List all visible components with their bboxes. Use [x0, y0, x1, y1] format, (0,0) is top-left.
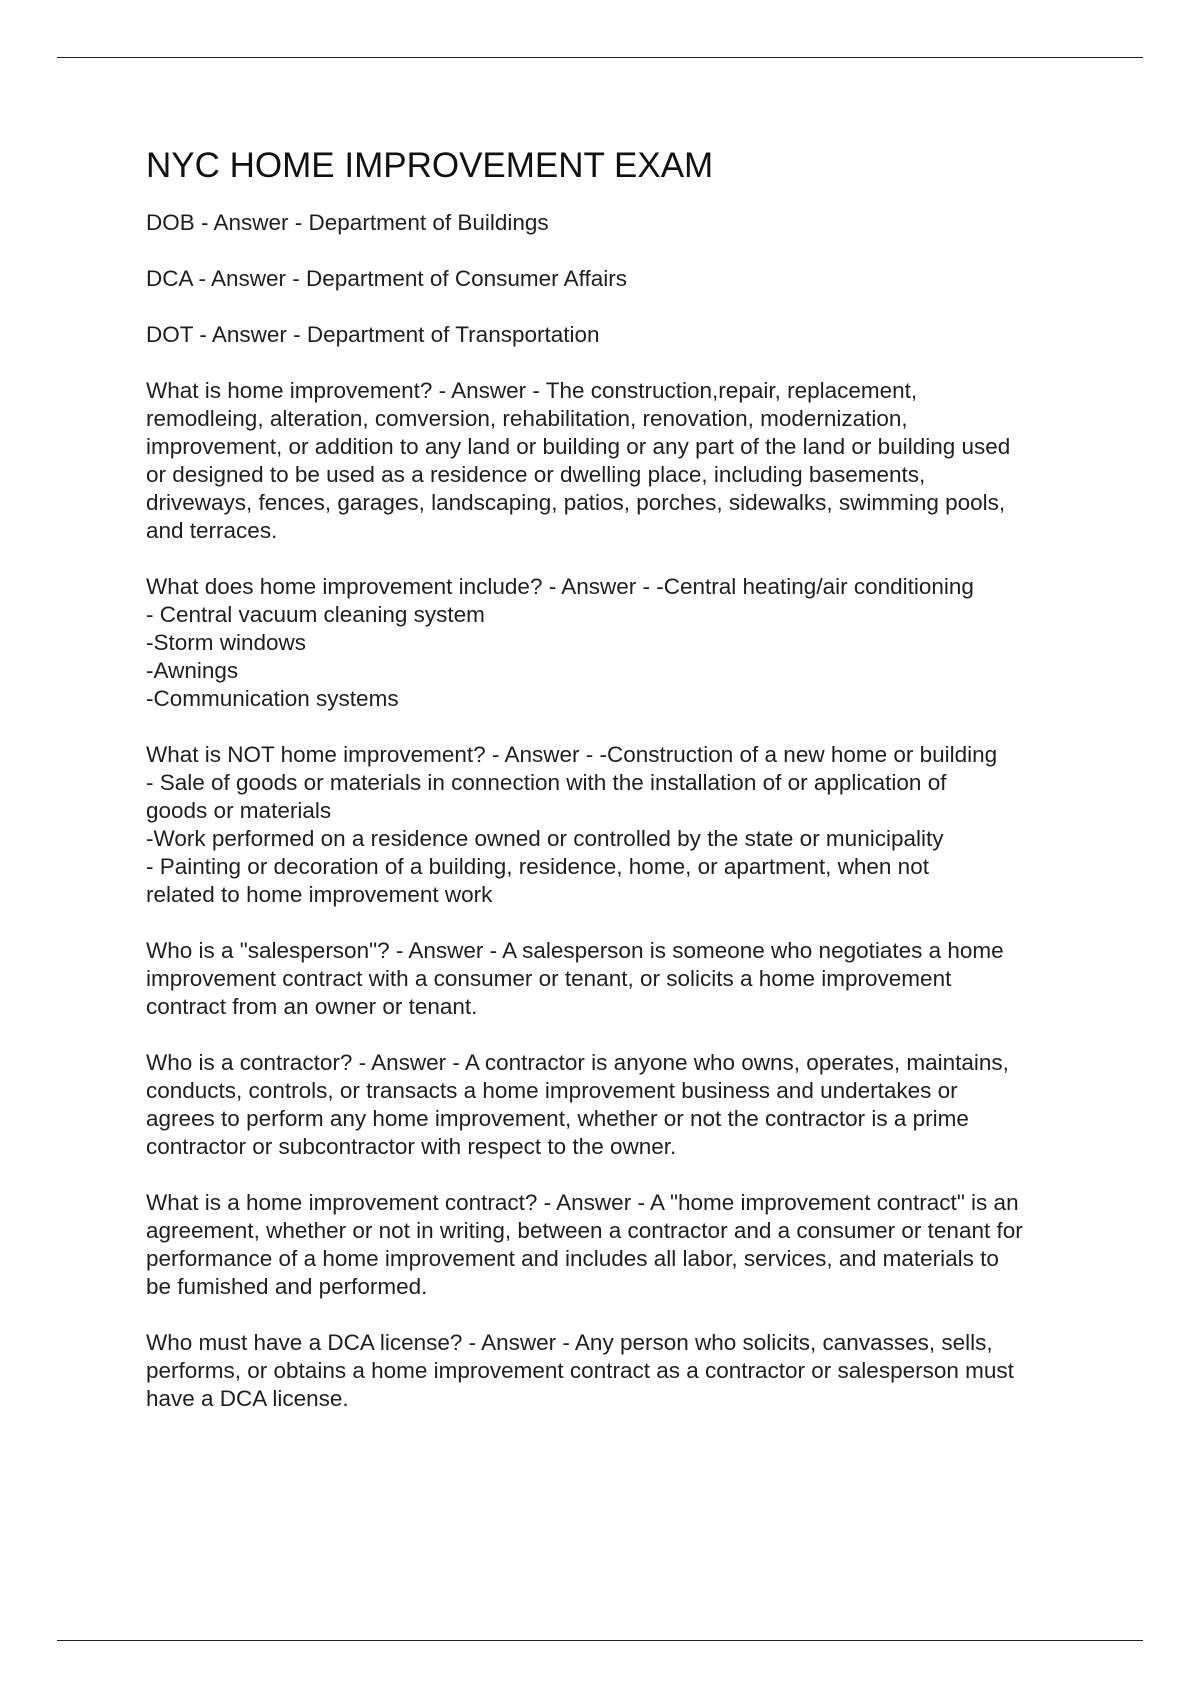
entry-text-line: agrees to perform any home improvement, whether or not the contractor is a prime: [146, 1106, 969, 1131]
qa-entry: [146, 937, 1106, 1021]
qa-entries-list: [146, 209, 1106, 1413]
qa-entry: [146, 741, 1106, 909]
bottom-divider: [57, 1640, 1143, 1641]
page-title: NYC HOME IMPROVEMENT EXAM: [146, 146, 714, 185]
entry-text-line: Who is a contractor? - Answer - A contractor is anyone who owns, operates, maintains,: [146, 1050, 1009, 1075]
entry-text-line: have a DCA license.: [146, 1386, 349, 1411]
top-divider: [57, 57, 1143, 58]
entry-text-line: Who is a "salesperson"? - Answer - A salesperson is someone who negotiates a home: [146, 938, 1004, 963]
entry-text-line: contractor or subcontractor with respect to the owner.: [146, 1134, 677, 1159]
qa-entry: [146, 1049, 1106, 1161]
entry-text-line: DOB - Answer - Department of Buildings: [146, 210, 549, 235]
entry-text-line: remodleing, alteration, comversion, rehabilitation, renovation, modernization,: [146, 406, 908, 431]
entry-text-line: improvement contract with a consumer or tenant, or solicits a home improvement: [146, 966, 952, 991]
entry-text-line: What is NOT home improvement? - Answer - -Construction of a new home or building: [146, 742, 998, 767]
entry-text-line: Who must have a DCA license? - Answer - Any person who solicits, canvasses, sells,: [146, 1330, 993, 1355]
entry-text-line: - Sale of goods or materials in connection with the installation of or application of: [146, 770, 947, 795]
qa-entry: [146, 1189, 1106, 1301]
entry-text-line: DCA - Answer - Department of Consumer Affairs: [146, 266, 628, 291]
entry-text-line: improvement, or addition to any land or building or any part of the land or building used: [146, 434, 1011, 459]
entry-text-line: - Central vacuum cleaning system: [146, 602, 485, 627]
qa-entry: [146, 377, 1106, 545]
entry-text-line: -Work performed on a residence owned or controlled by the state or municipality: [146, 826, 944, 851]
qa-entry: [146, 573, 1106, 713]
entry-text-line: performs, or obtains a home improvement contract as a contractor or salesperson must: [146, 1358, 1014, 1383]
entry-text-line: driveways, fences, garages, landscaping, patios, porches, sidewalks, swimming pools,: [146, 490, 1006, 515]
entry-text-line: related to home improvement work: [146, 882, 493, 907]
entry-text-line: -Awnings: [146, 658, 239, 683]
qa-entry: [146, 209, 1106, 237]
entry-text-line: agreement, whether or not in writing, between a contractor and a consumer or tenant for: [146, 1218, 1023, 1243]
entry-text-line: -Storm windows: [146, 630, 307, 655]
entry-text-line: What is home improvement? - Answer - The construction,repair, replacement,: [146, 378, 918, 403]
qa-entry: [146, 321, 1106, 349]
entry-text-line: - Painting or decoration of a building, residence, home, or apartment, when not: [146, 854, 929, 879]
entry-text-line: performance of a home improvement and includes all labor, services, and materials to: [146, 1246, 999, 1271]
entry-text-line: What is a home improvement contract? - Answer - A "home improvement contract" is an: [146, 1190, 1019, 1215]
qa-entry: [146, 265, 1106, 293]
entry-text-line: or designed to be used as a residence or dwelling place, including basements,: [146, 462, 926, 487]
entry-text-line: DOT - Answer - Department of Transportation: [146, 322, 600, 347]
entry-text-line: and terraces.: [146, 518, 278, 543]
entry-text-line: conducts, controls, or transacts a home improvement business and undertakes or: [146, 1078, 958, 1103]
entry-text-line: What does home improvement include? - Answer - -Central heating/air conditioning: [146, 574, 974, 599]
entry-text-line: contract from an owner or tenant.: [146, 994, 478, 1019]
qa-entry: [146, 1329, 1106, 1413]
entry-text-line: be fumished and performed.: [146, 1274, 428, 1299]
document-body: [146, 142, 1106, 1441]
entry-text-line: goods or materials: [146, 798, 332, 823]
entry-text-line: -Communication systems: [146, 686, 399, 711]
